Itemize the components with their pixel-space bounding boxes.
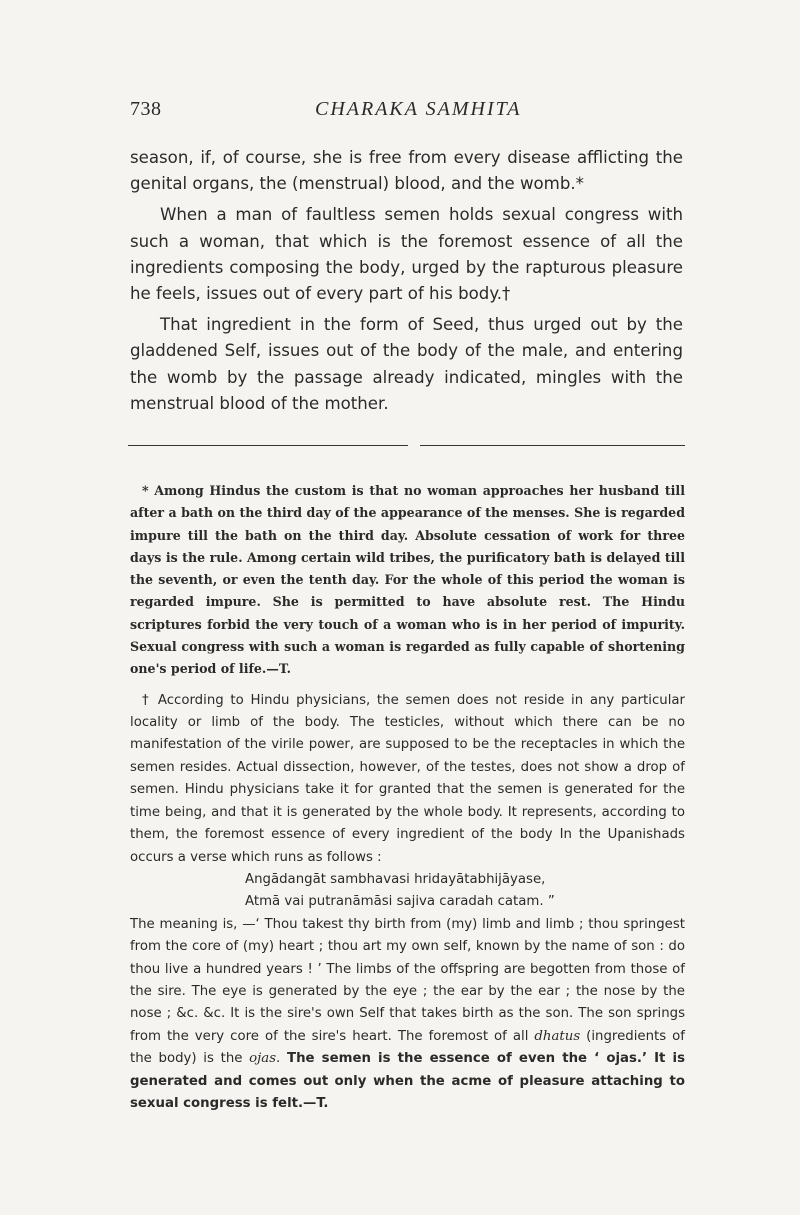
- footnote-3: [130, 914, 685, 1116]
- running-title: CHARAKA SAMHITA: [315, 98, 522, 120]
- footnote-3-text-b: (ingredients of the body) is the: [130, 1028, 685, 1067]
- main-text: [130, 145, 683, 422]
- footnote-3-ojas: ojas.: [249, 1051, 281, 1067]
- page-header: [130, 98, 690, 128]
- footnote-3-dhatus: dhatus: [534, 1028, 581, 1044]
- page-number: 738: [130, 98, 162, 120]
- paragraph-1: season, if, of course, she is free from every disease afflicting the genital organs, the (menstrual) blood, and the womb.*: [130, 148, 683, 194]
- verse-line-2: Atmā vai putranāmāsi sajiva caradah catam. ”: [245, 894, 555, 910]
- footnote-1: * Among Hindus the custom is that no woman approaches her husband till after a bath on the third day of the appearance of the menses. She is regarded impure till the bath on the third day. Absolute cessation of work for three days is the rule. Among certain wild tribes, the purificatory bath is delayed till the seventh, or even the tenth day. For the whole of this period the woman is regarded impure. She is permitted to have absolute rest. The Hindu scriptures forbid the very touch of a woman who is in her period of impurity. Sexual congress with such a woman is regarded as fully capable of shortening one's period of life.—T.: [130, 483, 685, 677]
- footnote-3-text-c: The semen is the essence of even the ‘ ojas.’ It is generated and comes out: [130, 1051, 685, 1089]
- footnotes: [130, 480, 685, 1115]
- footnote-divider-right: [420, 445, 685, 446]
- verse-line-1: Angādangāt sambhavasi hridayātabhijāyase,: [245, 871, 546, 887]
- footnote-2: † According to Hindu physicians, the semen does not reside in any particular locality or limb of the body. The testicles, without which there can be no manifestation of the virile power, are supposed to be the receptacles in which the semen resides. Actual dissection, however, of the testes, does not show a drop of semen. Hindu physicians take it for granted that the semen is generated for the time being, and that it is generated by the whole body. It represents, according to them, the foremost essence of every ingredient of the body In the Upanishads occurs a verse which runs as follows :: [130, 692, 685, 865]
- footnote-3-text-d: only when the acme of pleasure attaching to sexual congress is felt.—T.: [130, 1073, 685, 1111]
- paragraph-2: When a man of faultless semen holds sexual congress with such a woman, that which is the foremost essence of all the ingredients composing the body, urged by the rapturous pleasure he feels, issues out of every part of his body.†: [130, 205, 683, 304]
- footnote-3-text-a: The meaning is, —‘ Thou takest thy birth from (my) limb and limb ; thou springest from the core of (my) heart ; thou art my own self, known by the name of son : do thou live a hundred years ! ’ The limbs of the offspring are begotten from those of the sire. The eye is generated by the eye ; the ear by the ear ; the nose by the nose ; &c. &c. It is the sire's own Self that takes birth as the son. The son springs from the very core of the sire's heart. The foremost of all: [130, 916, 685, 1044]
- paragraph-3: That ingredient in the form of Seed, thus urged out by the gladdened Self, issues out of the body of the male, and entering the womb by the passage already indicated, mingles with the menstrual blood of the mother.: [130, 315, 683, 413]
- footnote-divider-left: [128, 445, 408, 446]
